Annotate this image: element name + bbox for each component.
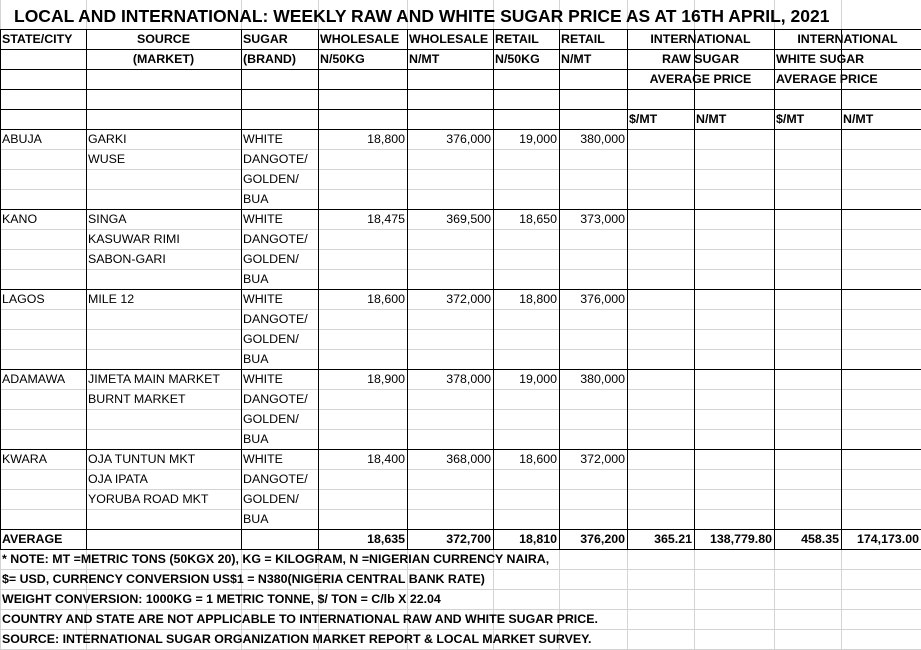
- header-retail-mt-unit: N/MT: [561, 52, 592, 66]
- average-label: AVERAGE: [2, 532, 63, 546]
- header-retail-50kg-unit: N/50KG: [495, 52, 540, 66]
- retail-mt-value: 372,000: [580, 452, 625, 466]
- brand-cell: DANGOTE/: [243, 392, 308, 406]
- header-state: STATE/CITY: [2, 32, 73, 46]
- header-intl-raw-avg: AVERAGE PRICE: [649, 72, 752, 86]
- header-wholesale-mt-unit: N/MT: [409, 52, 440, 66]
- brand-cell: GOLDEN/: [243, 172, 299, 186]
- retail-50kg-value: 19,000: [519, 372, 557, 386]
- market-cell: YORUBA ROAD MKT: [88, 492, 209, 506]
- brand-cell: GOLDEN/: [243, 332, 299, 346]
- retail-mt-value: 373,000: [580, 212, 625, 226]
- wholesale-mt-value: 376,000: [446, 132, 491, 146]
- header-sugar-sub: (BRAND): [243, 52, 296, 66]
- header-source-sub: (MARKET): [132, 52, 195, 66]
- header-sugar: SUGAR: [243, 32, 288, 46]
- header-white-ngn: N/MT: [843, 112, 874, 126]
- retail-mt-value: 380,000: [580, 132, 625, 146]
- average-wholesale-50kg: 18,635: [367, 532, 405, 546]
- state-cell: KANO: [2, 212, 38, 226]
- brand-cell: BUA: [243, 352, 269, 366]
- wholesale-50kg-value: 18,600: [367, 292, 405, 306]
- wholesale-50kg-value: 18,800: [367, 132, 405, 146]
- wholesale-mt-value: 369,500: [446, 212, 491, 226]
- brand-cell: DANGOTE/: [243, 152, 308, 166]
- average-white-usd: 458.35: [801, 532, 839, 546]
- brand-cell: BUA: [243, 192, 269, 206]
- retail-mt-value: 380,000: [580, 372, 625, 386]
- state-cell: ABUJA: [2, 132, 42, 146]
- header-intl-white: INTERNATIONAL: [797, 32, 898, 46]
- brand-cell: DANGOTE/: [243, 232, 308, 246]
- header-source: SOURCE: [136, 32, 190, 46]
- market-cell: SABON-GARI: [88, 252, 166, 266]
- average-raw-usd: 365.21: [654, 532, 692, 546]
- header-wholesale-50kg: WHOLESALE: [320, 32, 400, 46]
- header-retail-50kg: RETAIL: [495, 32, 539, 46]
- brand-cell: DANGOTE/: [243, 472, 308, 486]
- retail-50kg-value: 18,800: [519, 292, 557, 306]
- average-retail-mt: 376,200: [580, 532, 625, 546]
- wholesale-50kg-value: 18,400: [367, 452, 405, 466]
- state-cell: ADAMAWA: [2, 372, 66, 386]
- state-cell: LAGOS: [2, 292, 45, 306]
- header-raw-ngn: N/MT: [696, 112, 727, 126]
- market-cell: OJA TUNTUN MKT: [88, 452, 196, 466]
- brand-cell: BUA: [243, 512, 269, 526]
- average-retail-50kg: 18,810: [519, 532, 557, 546]
- note-line: COUNTRY AND STATE ARE NOT APPLICABLE TO INTERNATIONAL RAW AND WHITE SUGAR PRICE.: [2, 612, 598, 626]
- brand-cell: WHITE: [243, 212, 283, 226]
- market-cell: OJA IPATA: [88, 472, 148, 486]
- header-wholesale-50kg-unit: N/50KG: [320, 52, 365, 66]
- brand-cell: BUA: [243, 432, 269, 446]
- wholesale-mt-value: 372,000: [446, 292, 491, 306]
- market-cell: KASUWAR RIMI: [88, 232, 180, 246]
- note-line: * NOTE: MT =METRIC TONS (50KGX 20), KG = KILOGRAM, N =NIGERIAN CURRENCY NAIRA,: [2, 552, 550, 566]
- average-wholesale-mt: 372,700: [446, 532, 491, 546]
- retail-50kg-value: 19,000: [519, 132, 557, 146]
- market-cell: MILE 12: [88, 292, 135, 306]
- sheet-title: LOCAL AND INTERNATIONAL: WEEKLY RAW AND WHITE SUGAR PRICE AS AT 16TH APRIL, 2021: [14, 6, 830, 26]
- brand-cell: WHITE: [243, 372, 283, 386]
- header-intl-raw: INTERNATIONAL: [650, 32, 751, 46]
- brand-cell: WHITE: [243, 292, 283, 306]
- market-cell: WUSE: [88, 152, 126, 166]
- brand-cell: BUA: [243, 272, 269, 286]
- header-white-usd: $/MT: [776, 112, 805, 126]
- retail-mt-value: 376,000: [580, 292, 625, 306]
- average-white-ngn: 174,173.00: [856, 532, 919, 546]
- brand-cell: DANGOTE/: [243, 312, 308, 326]
- brand-cell: WHITE: [243, 452, 283, 466]
- header-intl-raw-sub: RAW SUGAR: [661, 52, 740, 66]
- market-cell: JIMETA MAIN MARKET: [88, 372, 220, 386]
- state-cell: KWARA: [2, 452, 47, 466]
- retail-50kg-value: 18,650: [519, 212, 557, 226]
- brand-cell: GOLDEN/: [243, 492, 299, 506]
- wholesale-50kg-value: 18,475: [367, 212, 405, 226]
- note-line: SOURCE: INTERNATIONAL SUGAR ORGANIZATION MARKET REPORT & LOCAL MARKET SURVEY.: [2, 632, 592, 646]
- header-retail-mt: RETAIL: [561, 32, 605, 46]
- brand-cell: WHITE: [243, 132, 283, 146]
- brand-cell: GOLDEN/: [243, 412, 299, 426]
- wholesale-mt-value: 378,000: [446, 372, 491, 386]
- market-cell: BURNT MARKET: [88, 392, 186, 406]
- header-intl-white-sub: WHITE SUGAR: [776, 52, 865, 66]
- wholesale-mt-value: 368,000: [446, 452, 491, 466]
- note-line: $= USD, CURRENCY CONVERSION US$1 = N380(NIGERIA CENTRAL BANK RATE): [2, 572, 485, 586]
- average-raw-ngn: 138,779.80: [709, 532, 772, 546]
- retail-50kg-value: 18,600: [519, 452, 557, 466]
- header-intl-white-avg: AVERAGE PRICE: [776, 72, 878, 86]
- brand-cell: GOLDEN/: [243, 252, 299, 266]
- note-line: WEIGHT CONVERSION: 1000KG = 1 METRIC TONNE, $/ TON = C/lb X 22.04: [2, 592, 441, 606]
- market-cell: SINGA: [88, 212, 127, 226]
- wholesale-50kg-value: 18,900: [367, 372, 405, 386]
- header-wholesale-mt: WHOLESALE: [409, 32, 489, 46]
- market-cell: GARKI: [88, 132, 127, 146]
- header-raw-usd: $/MT: [629, 112, 658, 126]
